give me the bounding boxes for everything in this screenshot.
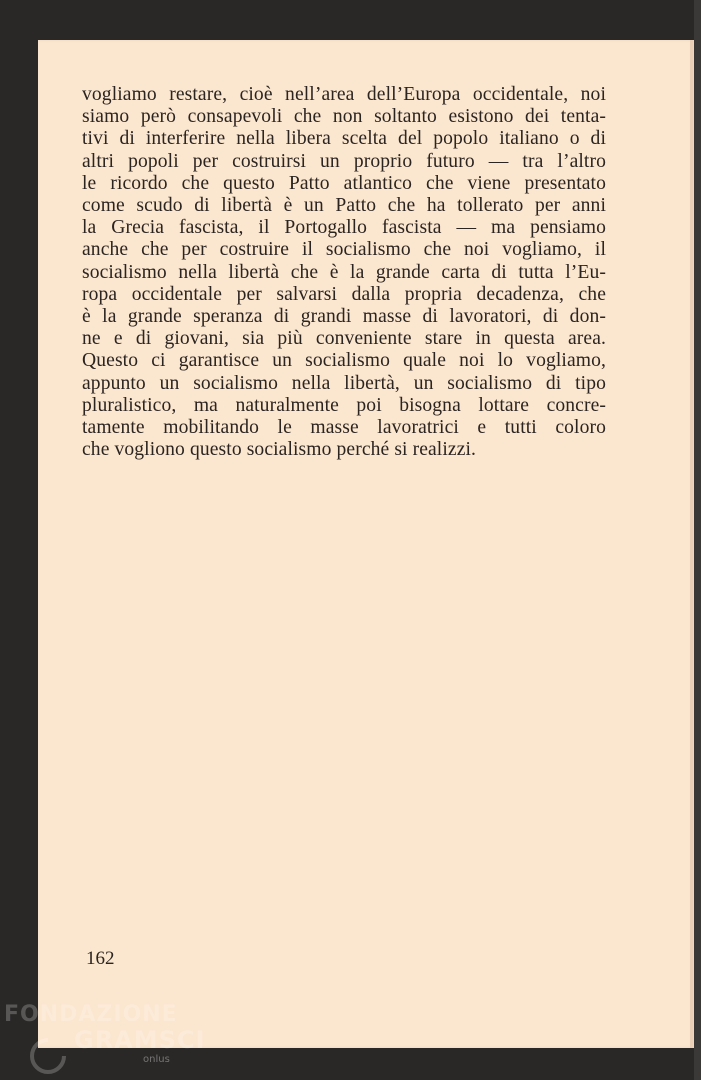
text-line: pluralistico, ma naturalmente poi bisogna lottare concre- xyxy=(82,394,606,416)
text-line: le ricordo che questo Patto atlantico che viene presentato xyxy=(82,172,606,194)
watermark-suffix: onlus xyxy=(143,1054,170,1065)
body-paragraph xyxy=(82,84,606,461)
text-line: tamente mobilitando le masse lavoratrici e tutti coloro xyxy=(82,417,606,439)
text-line: tivi di interferire nella libera scelta del popolo italiano o di xyxy=(82,128,606,150)
text-line: anche che per costruire il socialismo che noi vogliamo, il xyxy=(82,239,606,261)
text-line: appunto un socialismo nella libertà, un socialismo di tipo xyxy=(82,372,606,394)
text-line: la Grecia fascista, il Portogallo fascista — ma pensiamo xyxy=(82,217,606,239)
scan-background-edge xyxy=(694,0,701,1080)
text-line: come scudo di libertà è un Patto che ha tollerato per anni xyxy=(82,195,606,217)
text-line: ne e di giovani, sia più conveniente stare in questa area. xyxy=(82,328,606,350)
text-line: ropa occidentale per salvarsi dalla propria decadenza, che xyxy=(82,283,606,305)
text-line: altri popoli per costruirsi un proprio futuro — tra l’altro xyxy=(82,150,606,172)
text-line: vogliamo restare, cioè nell’area dell’Europa occidentale, noi xyxy=(82,84,606,105)
watermark-word: FONDAZIONE xyxy=(4,1002,178,1027)
text-line: socialismo nella libertà che è la grande carta di tutta l’Eu- xyxy=(82,261,606,283)
page-edge-shadow xyxy=(690,40,693,1048)
page-number: 162 xyxy=(86,948,115,969)
watermark-word: GRAMSCI xyxy=(74,1026,206,1054)
text-line: è la grande speranza di grandi masse di lavoratori, di don- xyxy=(82,306,606,328)
text-line: siamo però consapevoli che non soltanto esistono dei tenta- xyxy=(82,106,606,128)
text-line: Questo ci garantisce un socialismo quale noi lo vogliamo, xyxy=(82,350,606,372)
text-line-last: che vogliono questo socialismo perché si realizzi. xyxy=(82,439,477,461)
